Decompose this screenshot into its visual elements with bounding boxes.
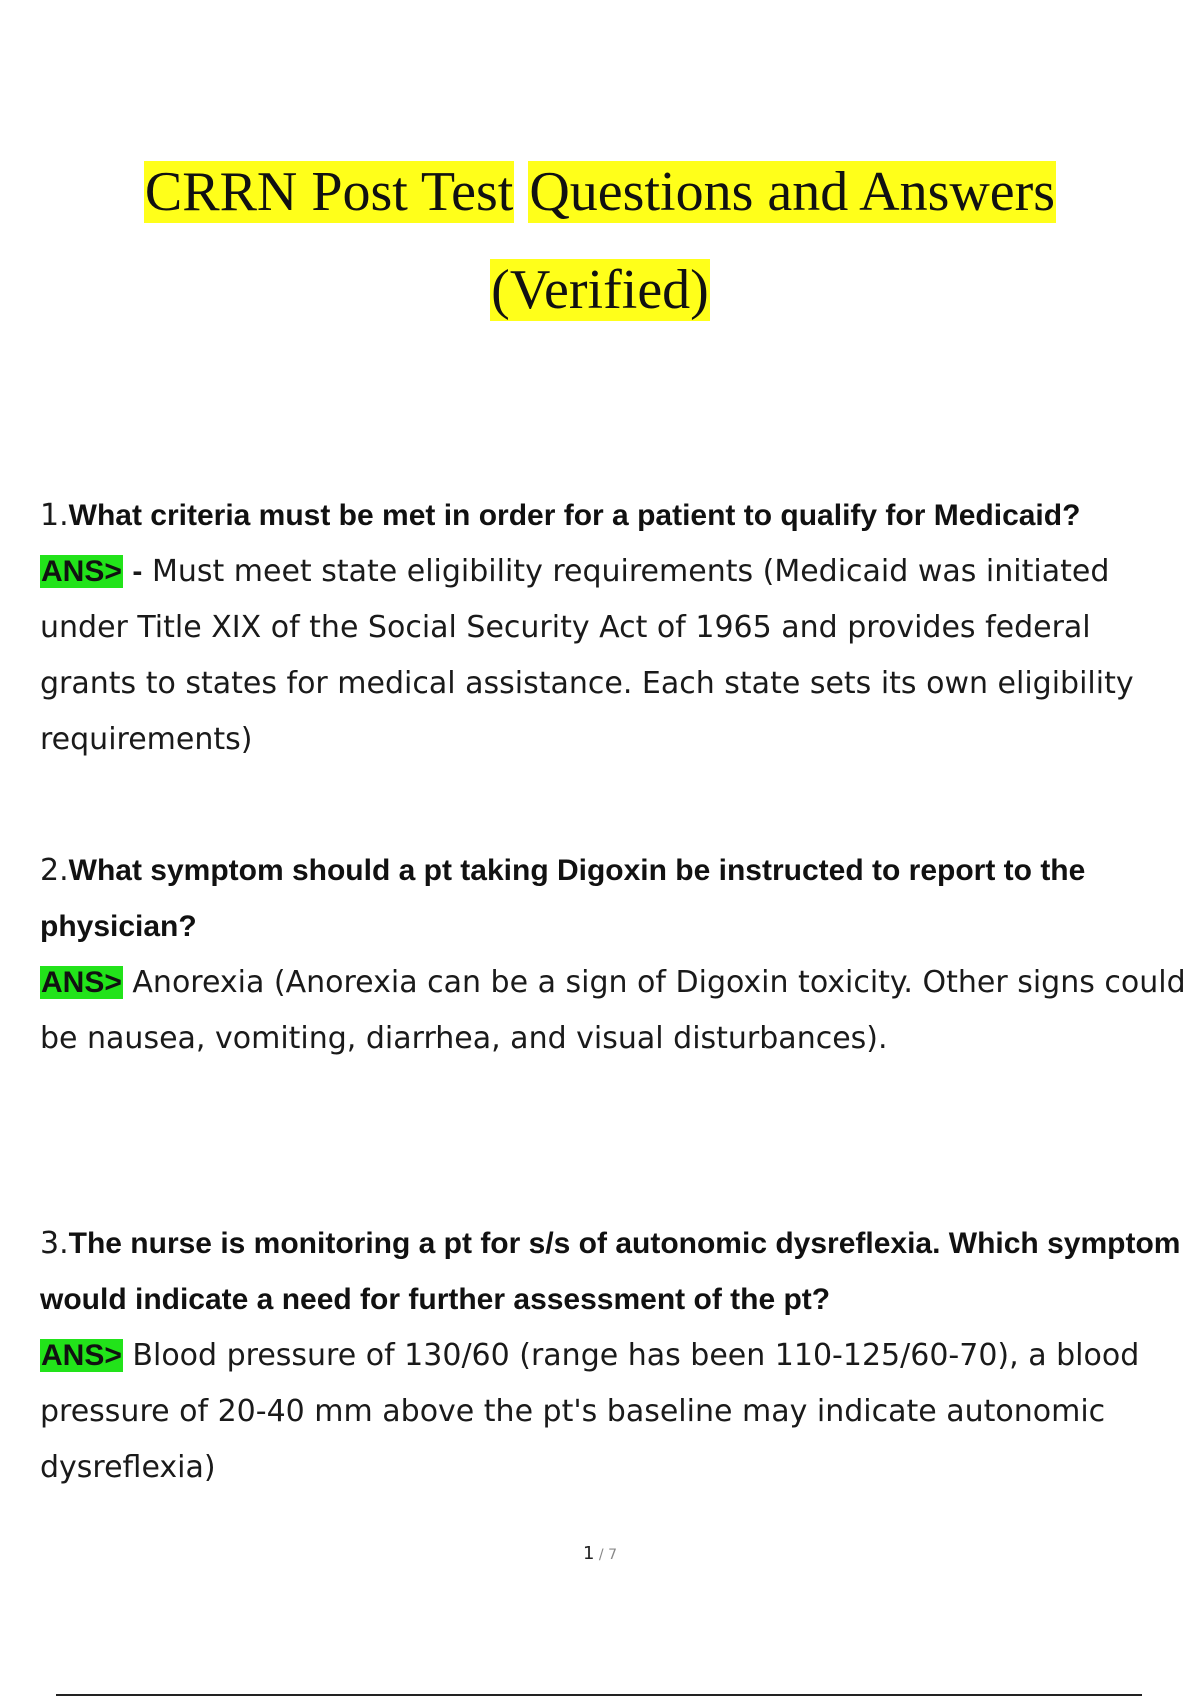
question-number: 3.: [40, 1226, 69, 1261]
answer-label: ANS>: [41, 966, 122, 999]
page-separator: /: [598, 1547, 604, 1563]
answer-label: ANS>: [41, 1339, 122, 1372]
answer-separator: -: [132, 555, 143, 588]
question-block-1: [40, 488, 1190, 768]
question-block-2: [40, 843, 1190, 1067]
question-text: What criteria must be met in order for a patient to qualify for Medicaid?: [68, 499, 1081, 532]
current-page-number: 1: [583, 1543, 595, 1564]
question-text: The nurse is monitoring a pt for s/s of autonomic dysreflexia. Which symptom would indicate a need for further assessment of the pt?: [40, 1227, 1181, 1316]
total-pages: 7: [608, 1547, 617, 1563]
title-part-2: Questions and Answers: [529, 161, 1056, 223]
question-number: 1.: [40, 498, 69, 533]
document-title: [0, 160, 1200, 224]
title-verified: (Verified): [491, 259, 709, 321]
page-indicator: [0, 1543, 1200, 1564]
title-part-1: CRRN Post Test: [144, 161, 514, 223]
document-title-line-2: [0, 258, 1200, 322]
question-block-3: [40, 1216, 1190, 1496]
question-number: 2.: [40, 853, 69, 888]
answer-text: Blood pressure of 130/60 (range has been 110-125/60-70), a blood pressure of 20-40 mm above the pt's baseline may indicate autonomic dysreflexia): [40, 1338, 1140, 1485]
answer-label: ANS>: [41, 555, 122, 588]
answer-text: Must meet state eligibility requirements (Medicaid was initiated under Title XIX of the Social Security Act of 1965 and provides federal grants to states for medical assistance. Each state sets its own eligibility requirements): [40, 554, 1134, 757]
question-text: What symptom should a pt taking Digoxin be instructed to report to the physician?: [40, 854, 1086, 943]
bottom-divider: [56, 1694, 1142, 1696]
answer-text: Anorexia (Anorexia can be a sign of Digoxin toxicity. Other signs could be nausea, vomiting, diarrhea, and visual disturbances).: [40, 965, 1186, 1056]
